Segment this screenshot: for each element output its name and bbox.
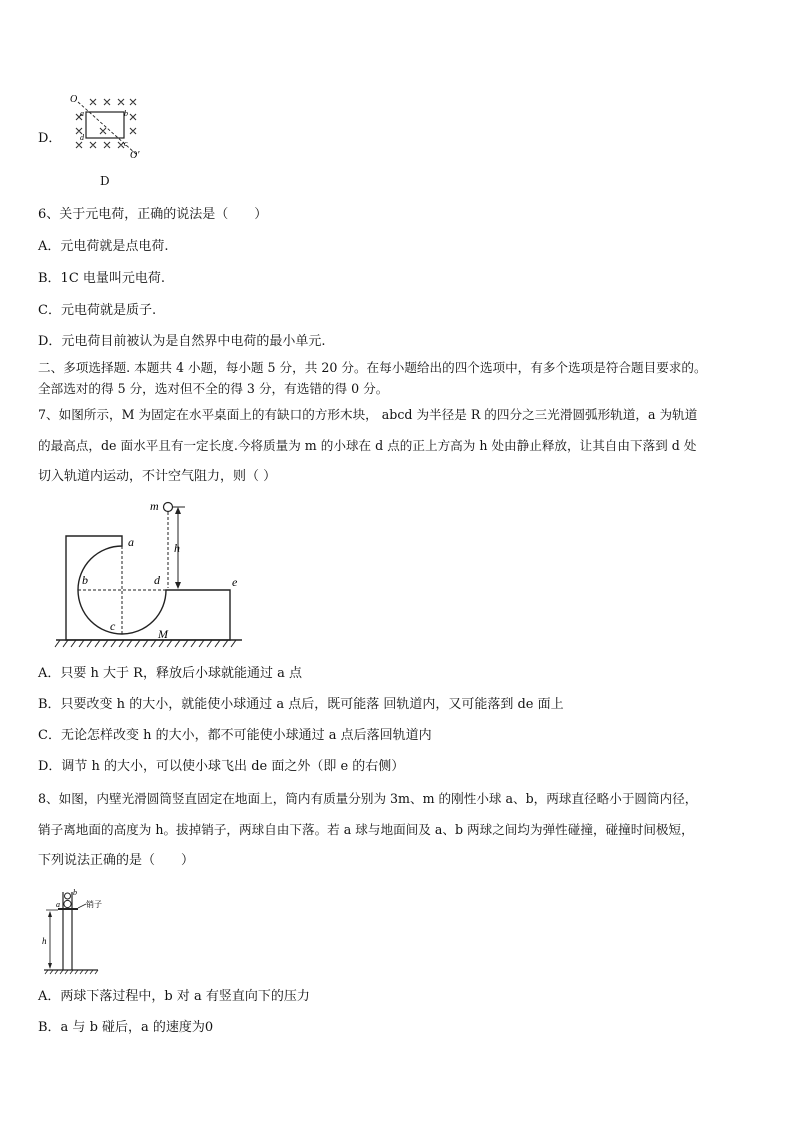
ground-hatching [55,640,236,647]
label-d: d [154,573,160,587]
q7-option-d: D．调节 h 的大小，可以使小球飞出 de 面之外（即 e 的右侧） [38,759,405,774]
label-a: a [128,535,134,549]
q6-option-d: D．元电荷目前被认为是自然界中电荷的最小单元. [38,334,326,349]
label-c: c [124,139,128,148]
label-a: a [80,109,84,118]
ball-b [65,893,71,899]
label-a: a [56,900,60,909]
q8-stem-line3: 下列说法正确的是（ ） [38,853,195,868]
pin-pointer [78,904,86,908]
label-m: m [150,499,159,513]
height-arrow-top [175,507,181,514]
label-pin: 销子 [86,900,102,909]
ball-m [164,503,173,512]
q7-option-b: B．只要改变 h 的大小，就能使小球通过 a 点后，既可能落 回轨道内，又可能落到 de 面上 [38,697,564,712]
q6-stem: 6、关于元电荷，正确的说法是（ ） [38,207,268,222]
label-b: b [82,573,88,587]
label-h: h [174,541,180,555]
label-c: c [110,619,116,633]
q5-figure-caption: D [100,174,110,188]
q8-figure [38,882,118,978]
label-h: h [42,936,47,946]
label-b: b [124,109,128,118]
height-arrow-top [48,911,52,917]
label-O: O [70,94,78,105]
q7-stem-line3: 切入轨道内运动，不计空气阻力，则（ ） [38,469,277,484]
ball-a [64,900,71,907]
q7-option-a: A．只要 h 大于 R，释放后小球就能通过 a 点 [38,666,302,681]
q7-figure [50,494,250,654]
label-d: d [80,133,84,142]
height-arrow-bottom [48,963,52,969]
q5-figure-d [66,92,150,164]
q6-option-c: C．元电荷就是质子. [38,303,157,318]
section2-line1: 二、多项选择题. 本题共 4 小题，每小题 5 分，共 20 分。在每小题给出的四个选项中，有多个选项是符合题目要求的。 [38,360,707,375]
coil-loop [86,112,124,138]
label-M: M [158,627,168,641]
height-arrow-bottom [175,582,181,589]
q8-option-b: B．a 与 b 碰后，a 的速度为0 [38,1020,214,1035]
q5-option-d-label: D． [38,131,62,146]
label-O-prime: O′ [130,150,140,161]
q7-stem-line1: 7、如图所示，M 为固定在水平桌面上的有缺口的方形木块， abcd 为半径是 R 的四分之三光滑圆弧形轨道，a 为轨道 [38,407,698,422]
label-b: b [73,888,77,897]
q6-option-b: B．1C 电量叫元电荷. [38,271,166,286]
block-M [66,536,230,640]
q8-stem-line1: 8、如图，内壁光滑圆筒竖直固定在地面上，筒内有质量分别为 3m、m 的刚性小球 a、b，两球直径略小于圆筒内径， [38,791,698,806]
label-e: e [232,575,238,589]
q7-stem-line2: 的最高点，de 面水平且有一定长度.今将质量为 m 的小球在 d 点的正上方高为 h 处由静止释放，让其自由下落到 d 处 [38,438,697,453]
q8-option-a: A．两球下落过程中，b 对 a 有竖直向下的压力 [38,989,310,1004]
section2-line2: 全部选对的得 5 分，选对但不全的得 3 分，有选错的得 0 分。 [38,381,389,396]
q7-option-c: C．无论怎样改变 h 的大小，都不可能使小球通过 a 点后落回轨道内 [38,728,432,743]
q8-stem-line2: 销子离地面的高度为 h。拔掉销子，两球自由下落。若 a 球与地面间及 a、b 两球之间均为弹性碰撞，碰撞时间极短， [38,822,694,837]
q6-option-a: A．元电荷就是点电荷. [38,239,169,254]
